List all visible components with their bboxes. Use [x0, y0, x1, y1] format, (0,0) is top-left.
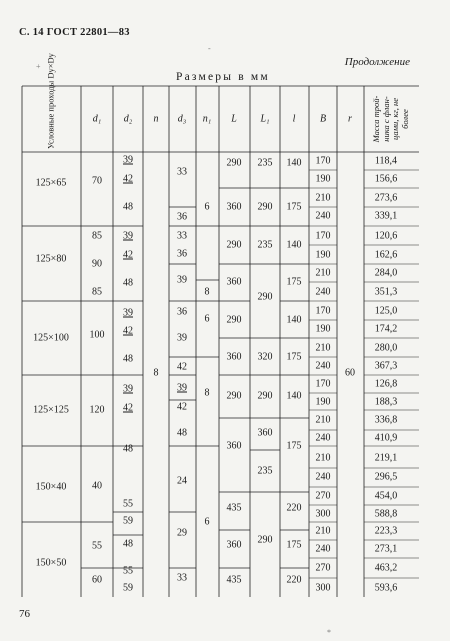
d2-cell: 48 [123, 443, 133, 455]
d1-cell: 120 [89, 404, 105, 416]
n-cell: 8 [153, 367, 159, 379]
header-r: r [348, 113, 352, 125]
mass-cell: 273,6 [374, 192, 398, 204]
mass-cell: 463,2 [374, 562, 398, 574]
page-header: С. 14 ГОСТ 22801—83 [19, 27, 130, 38]
L1-cell: 235 [257, 465, 273, 477]
L-cell: 290 [226, 239, 242, 251]
B-cell: 240 [315, 543, 331, 555]
mass-cell: 162,6 [374, 249, 398, 261]
B-cell: 170 [315, 230, 331, 242]
table-title: Размеры в мм [176, 71, 270, 83]
L1-cell: 320 [257, 351, 273, 363]
L1-cell: 290 [257, 390, 273, 402]
mass-cell: 296,5 [374, 471, 398, 483]
header-d3: d₃ [177, 113, 187, 125]
d3-cell: 24 [177, 475, 187, 487]
d2-cell: 55 [123, 565, 133, 577]
d1-cell: 40 [92, 480, 102, 492]
d2-cell: 42 [123, 173, 133, 185]
l-cell: 220 [286, 574, 302, 586]
n1-cell: 6 [204, 313, 210, 325]
mass-cell: 188,3 [374, 396, 398, 408]
d1-cell: 90 [92, 258, 102, 270]
mass-cell: 351,3 [374, 286, 398, 298]
d3-cell: 39 [177, 274, 187, 286]
header-mass: Масса трой-ника с флан-цами, кг, не более [371, 95, 410, 143]
mass-cell: 593,6 [374, 582, 398, 594]
header-L1: L₁ [260, 113, 270, 125]
designation-cell: 150×50 [35, 557, 67, 569]
d2-cell: 39 [123, 154, 133, 166]
L1-cell: 290 [257, 201, 273, 213]
B-cell: 210 [315, 192, 331, 204]
l-cell: 175 [286, 539, 302, 551]
l-cell: 140 [286, 157, 302, 169]
B-cell: 190 [315, 173, 331, 185]
d2-cell: 59 [123, 515, 133, 527]
L1-cell: 360 [257, 427, 273, 439]
B-cell: 170 [315, 305, 331, 317]
B-cell: 240 [315, 286, 331, 298]
d2-cell: 42 [123, 249, 133, 261]
mass-cell: 339,1 [374, 210, 398, 222]
L-cell: 360 [226, 351, 242, 363]
header-conditional-bores: Условные проходы Dу×Dу [45, 53, 56, 149]
B-cell: 210 [315, 525, 331, 537]
d2-cell: 59 [123, 582, 133, 594]
mass-cell: 156,6 [374, 173, 398, 185]
d3-cell: 33 [177, 230, 187, 242]
header-n1: n₁ [202, 113, 212, 125]
mass-cell: 280,0 [374, 342, 398, 354]
B-cell: 190 [315, 323, 331, 335]
d2-cell: 55 [123, 498, 133, 510]
n1-cell: 6 [204, 201, 210, 213]
d1-cell: 55 [92, 540, 102, 552]
header-l: l [292, 113, 296, 125]
B-cell: 270 [315, 490, 331, 502]
mass-cell: 223,3 [374, 525, 398, 537]
L-cell: 360 [226, 201, 242, 213]
d1-cell: 70 [92, 175, 102, 187]
mass-cell: 367,3 [374, 360, 398, 372]
L1-cell: 235 [257, 239, 273, 251]
L1-cell: 290 [257, 534, 273, 546]
header-L: L [231, 113, 237, 125]
header-d1: d₁ [92, 113, 102, 125]
r-cell: 60 [345, 367, 355, 379]
d3-cell: 36 [177, 306, 187, 318]
n1-cell: 8 [204, 387, 210, 399]
d3-cell: 33 [177, 166, 187, 178]
L-cell: 290 [226, 157, 242, 169]
L-cell: 360 [226, 539, 242, 551]
d3-cell: 42 [177, 401, 187, 413]
mass-cell: 410,9 [374, 432, 398, 444]
d3-cell: 36 [177, 211, 187, 223]
L-cell: 290 [226, 390, 242, 402]
mass-cell: 219,1 [374, 452, 398, 464]
d1-cell: 60 [92, 574, 102, 586]
B-cell: 300 [315, 508, 331, 520]
mass-cell: 125,0 [374, 305, 398, 317]
B-cell: 240 [315, 471, 331, 483]
B-cell: 210 [315, 414, 331, 426]
B-cell: 240 [315, 210, 331, 222]
n1-cell: 6 [204, 516, 210, 528]
header-B: B [319, 113, 327, 125]
n1-cell: 8 [204, 286, 210, 298]
l-cell: 175 [286, 276, 302, 288]
L-cell: 435 [226, 502, 242, 514]
scan-mark-left: + [36, 62, 41, 71]
l-cell: 175 [286, 201, 302, 213]
d3-cell: 33 [177, 572, 187, 584]
l-cell: 175 [286, 440, 302, 452]
mass-cell: 126,8 [374, 378, 398, 390]
d3-cell: 29 [177, 527, 187, 539]
designation-cell: 125×100 [33, 332, 69, 344]
d1-cell: 85 [92, 286, 102, 298]
d2-cell: 48 [123, 201, 133, 213]
scan-mark-top: - [208, 44, 211, 53]
header-d2: d₂ [123, 113, 133, 125]
continuation-label: Продолжение [344, 56, 410, 68]
B-cell: 210 [315, 267, 331, 279]
d3-cell: 39 [177, 382, 187, 394]
d2-cell: 39 [123, 307, 133, 319]
mass-cell: 454,0 [374, 490, 398, 502]
L-cell: 435 [226, 574, 242, 586]
designation-cell: 125×125 [33, 404, 69, 416]
mass-cell: 284,0 [374, 267, 398, 279]
header-n: n [153, 113, 159, 125]
l-cell: 140 [286, 390, 302, 402]
mass-cell: 273,1 [374, 543, 398, 555]
B-cell: 170 [315, 155, 331, 167]
B-cell: 240 [315, 432, 331, 444]
mass-cell: 588,8 [374, 508, 398, 520]
d2-cell: 39 [123, 383, 133, 395]
L1-cell: 290 [257, 291, 273, 303]
d3-cell: 48 [177, 427, 187, 439]
designation-cell: 125×65 [35, 177, 67, 189]
l-cell: 140 [286, 239, 302, 251]
B-cell: 190 [315, 396, 331, 408]
B-cell: 170 [315, 378, 331, 390]
l-cell: 140 [286, 314, 302, 326]
d2-cell: 48 [123, 277, 133, 289]
designation-cell: 150×40 [35, 481, 67, 493]
l-cell: 220 [286, 502, 302, 514]
scan-mark-bottom: * [327, 628, 331, 637]
d1-cell: 100 [89, 329, 105, 341]
B-cell: 270 [315, 562, 331, 574]
B-cell: 300 [315, 582, 331, 594]
mass-cell: 336,8 [374, 414, 398, 426]
designation-cell: 125×80 [35, 253, 67, 265]
L-cell: 290 [226, 314, 242, 326]
B-cell: 210 [315, 342, 331, 354]
d2-cell: 42 [123, 402, 133, 414]
d1-cell: 85 [92, 230, 102, 242]
B-cell: 190 [315, 249, 331, 261]
page-number: 76 [19, 608, 30, 620]
B-cell: 240 [315, 360, 331, 372]
d3-cell: 42 [177, 361, 187, 373]
l-cell: 175 [286, 351, 302, 363]
d3-cell: 36 [177, 248, 187, 260]
d2-cell: 48 [123, 353, 133, 365]
mass-cell: 118,4 [374, 155, 398, 167]
L-cell: 360 [226, 276, 242, 288]
B-cell: 210 [315, 452, 331, 464]
mass-cell: 174,2 [374, 323, 398, 335]
d2-cell: 42 [123, 325, 133, 337]
L-cell: 360 [226, 440, 242, 452]
d2-cell: 39 [123, 230, 133, 242]
d2-cell: 48 [123, 538, 133, 550]
L1-cell: 235 [257, 157, 273, 169]
d3-cell: 39 [177, 332, 187, 344]
mass-cell: 120,6 [374, 230, 398, 242]
